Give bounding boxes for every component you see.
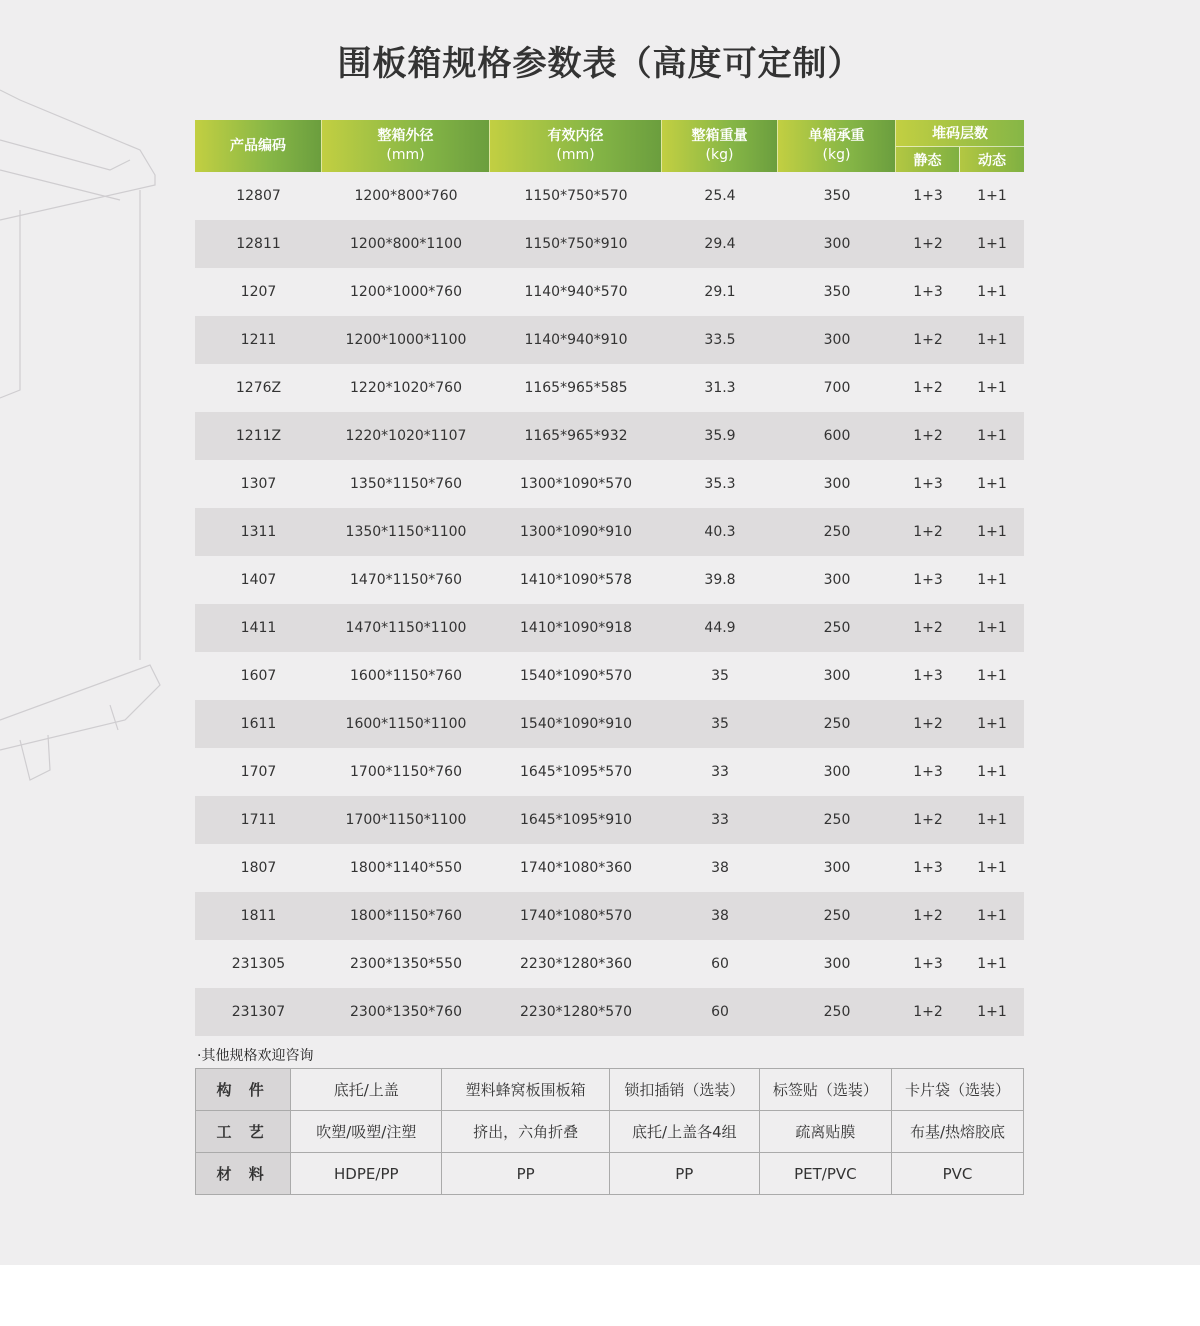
cell-inner: 1740*1080*360 bbox=[520, 860, 632, 876]
crate-sketch-illustration bbox=[0, 80, 170, 800]
cell-dynamic: 1+1 bbox=[977, 956, 1007, 972]
components-cell: 锁扣插销（选装） bbox=[609, 1069, 759, 1111]
cell-dynamic: 1+1 bbox=[977, 764, 1007, 780]
cell-weight: 35.3 bbox=[704, 476, 736, 492]
header-outer: 整箱外径 (mm) bbox=[322, 120, 490, 172]
table-row bbox=[195, 364, 1024, 412]
cell-weight: 31.3 bbox=[704, 380, 736, 396]
cell-code: 1711 bbox=[240, 812, 277, 828]
cell-static: 1+2 bbox=[913, 1004, 943, 1020]
cell-dynamic: 1+1 bbox=[977, 620, 1007, 636]
table-row bbox=[195, 556, 1024, 604]
cell-outer: 1600*1150*1100 bbox=[345, 716, 467, 732]
header-weight-unit: (kg) bbox=[705, 147, 734, 163]
cell-outer: 1600*1150*760 bbox=[350, 668, 462, 684]
cell-static: 1+3 bbox=[913, 860, 943, 876]
cell-inner: 1165*965*932 bbox=[524, 428, 628, 444]
table-row bbox=[195, 460, 1024, 508]
cell-load: 300 bbox=[823, 332, 851, 348]
header-weight: 整箱重量 (kg) bbox=[662, 120, 778, 172]
note-other-specs: ·其他规格欢迎咨询 bbox=[197, 1048, 314, 1064]
components-cell: 卡片袋（选装） bbox=[891, 1069, 1023, 1111]
components-cell: PP bbox=[609, 1153, 759, 1195]
components-row bbox=[196, 1069, 1024, 1111]
cell-static: 1+3 bbox=[913, 572, 943, 588]
cell-load: 250 bbox=[823, 812, 851, 828]
cell-load: 250 bbox=[823, 620, 851, 636]
cell-dynamic: 1+1 bbox=[977, 572, 1007, 588]
cell-weight: 29.1 bbox=[704, 284, 736, 300]
cell-dynamic: 1+1 bbox=[977, 860, 1007, 876]
cell-code: 1207 bbox=[240, 284, 277, 300]
cell-static: 1+3 bbox=[913, 476, 943, 492]
cell-code: 1407 bbox=[240, 572, 277, 588]
cell-dynamic: 1+1 bbox=[977, 188, 1007, 204]
components-table bbox=[195, 1068, 1024, 1195]
components-row bbox=[196, 1111, 1024, 1153]
components-cell: 底托/上盖各4组 bbox=[609, 1111, 759, 1153]
cell-weight: 38 bbox=[711, 908, 729, 924]
header-code: 产品编码 bbox=[195, 120, 322, 172]
cell-weight: 35 bbox=[711, 716, 729, 732]
cell-load: 600 bbox=[823, 428, 851, 444]
cell-load: 700 bbox=[823, 380, 851, 396]
cell-outer: 1200*1000*1100 bbox=[345, 332, 467, 348]
cell-load: 300 bbox=[823, 476, 851, 492]
table-row bbox=[195, 508, 1024, 556]
cell-weight: 33 bbox=[711, 764, 729, 780]
cell-static: 1+3 bbox=[913, 956, 943, 972]
cell-dynamic: 1+1 bbox=[977, 428, 1007, 444]
cell-outer: 1700*1150*1100 bbox=[345, 812, 467, 828]
cell-static: 1+3 bbox=[913, 284, 943, 300]
components-cell: 塑料蜂窝板围板箱 bbox=[442, 1069, 610, 1111]
cell-static: 1+2 bbox=[913, 716, 943, 732]
cell-code: 1307 bbox=[240, 476, 277, 492]
cell-static: 1+2 bbox=[913, 908, 943, 924]
cell-inner: 1645*1095*570 bbox=[520, 764, 632, 780]
page-title: 围板箱规格参数表（高度可定制） bbox=[337, 44, 863, 84]
cell-code: 1276Z bbox=[235, 380, 282, 396]
cell-load: 250 bbox=[823, 1004, 851, 1020]
header-stack: 堆码层数 bbox=[896, 120, 1024, 147]
cell-dynamic: 1+1 bbox=[977, 380, 1007, 396]
cell-inner: 1645*1095*910 bbox=[520, 812, 632, 828]
cell-dynamic: 1+1 bbox=[977, 236, 1007, 252]
table-row bbox=[195, 844, 1024, 892]
table-row bbox=[195, 172, 1024, 220]
cell-code: 1211Z bbox=[235, 428, 282, 444]
cell-weight: 35.9 bbox=[704, 428, 736, 444]
cell-static: 1+3 bbox=[913, 188, 943, 204]
cell-load: 300 bbox=[823, 668, 851, 684]
cell-outer: 1800*1140*550 bbox=[350, 860, 462, 876]
components-row-label: 工 艺 bbox=[196, 1111, 291, 1153]
table-row bbox=[195, 412, 1024, 460]
cell-inner: 1150*750*570 bbox=[524, 188, 628, 204]
cell-load: 300 bbox=[823, 956, 851, 972]
cell-load: 300 bbox=[823, 236, 851, 252]
table-row bbox=[195, 652, 1024, 700]
cell-dynamic: 1+1 bbox=[977, 812, 1007, 828]
table-row bbox=[195, 220, 1024, 268]
cell-inner: 1150*750*910 bbox=[524, 236, 628, 252]
cell-code: 12807 bbox=[236, 188, 281, 204]
components-row-label: 构 件 bbox=[196, 1069, 291, 1111]
cell-load: 250 bbox=[823, 524, 851, 540]
cell-static: 1+3 bbox=[913, 764, 943, 780]
cell-weight: 33 bbox=[711, 812, 729, 828]
cell-static: 1+2 bbox=[913, 620, 943, 636]
cell-load: 300 bbox=[823, 572, 851, 588]
components-cell: 吹塑/吸塑/注塑 bbox=[291, 1111, 442, 1153]
components-row bbox=[196, 1153, 1024, 1195]
components-cell: HDPE/PP bbox=[291, 1153, 442, 1195]
cell-outer: 1470*1150*760 bbox=[350, 572, 462, 588]
cell-weight: 35 bbox=[711, 668, 729, 684]
cell-dynamic: 1+1 bbox=[977, 524, 1007, 540]
table-row bbox=[195, 892, 1024, 940]
table-row bbox=[195, 748, 1024, 796]
cell-weight: 33.5 bbox=[704, 332, 736, 348]
cell-outer: 1350*1150*1100 bbox=[345, 524, 467, 540]
cell-outer: 1700*1150*760 bbox=[350, 764, 462, 780]
cell-static: 1+2 bbox=[913, 332, 943, 348]
components-cell: 挤出，六角折叠 bbox=[442, 1111, 610, 1153]
cell-static: 1+2 bbox=[913, 428, 943, 444]
cell-inner: 1140*940*570 bbox=[524, 284, 628, 300]
components-cell: 底托/上盖 bbox=[291, 1069, 442, 1111]
cell-code: 1707 bbox=[240, 764, 277, 780]
cell-dynamic: 1+1 bbox=[977, 332, 1007, 348]
cell-outer: 2300*1350*550 bbox=[350, 956, 462, 972]
table-row bbox=[195, 796, 1024, 844]
components-cell: PP bbox=[442, 1153, 610, 1195]
cell-inner: 1410*1090*918 bbox=[520, 620, 632, 636]
cell-code: 1607 bbox=[240, 668, 277, 684]
cell-static: 1+2 bbox=[913, 236, 943, 252]
cell-load: 350 bbox=[823, 188, 851, 204]
cell-dynamic: 1+1 bbox=[977, 476, 1007, 492]
cell-load: 250 bbox=[823, 716, 851, 732]
cell-outer: 1470*1150*1100 bbox=[345, 620, 467, 636]
cell-inner: 1165*965*585 bbox=[524, 380, 628, 396]
cell-dynamic: 1+1 bbox=[977, 1004, 1007, 1020]
cell-code: 1311 bbox=[240, 524, 277, 540]
header-load: 单箱承重 (kg) bbox=[778, 120, 896, 172]
cell-static: 1+2 bbox=[913, 380, 943, 396]
cell-outer: 1200*800*760 bbox=[354, 188, 458, 204]
cell-code: 1811 bbox=[240, 908, 277, 924]
header-inner: 有效内径 (mm) bbox=[490, 120, 662, 172]
table-row bbox=[195, 316, 1024, 364]
spec-table-body bbox=[195, 172, 1024, 1036]
cell-inner: 1140*940*910 bbox=[524, 332, 628, 348]
cell-dynamic: 1+1 bbox=[977, 284, 1007, 300]
cell-outer: 1200*1000*760 bbox=[350, 284, 462, 300]
cell-static: 1+3 bbox=[913, 668, 943, 684]
header-outer-unit: (mm) bbox=[386, 147, 425, 163]
cell-inner: 1540*1090*570 bbox=[520, 668, 632, 684]
cell-code: 1211 bbox=[240, 332, 277, 348]
cell-inner: 1300*1090*570 bbox=[520, 476, 632, 492]
cell-weight: 60 bbox=[711, 1004, 729, 1020]
cell-static: 1+2 bbox=[913, 524, 943, 540]
cell-outer: 1200*800*1100 bbox=[350, 236, 462, 252]
cell-inner: 1300*1090*910 bbox=[520, 524, 632, 540]
spec-table bbox=[195, 120, 1024, 1036]
table-row bbox=[195, 700, 1024, 748]
components-cell: 疏离贴膜 bbox=[759, 1111, 891, 1153]
components-row-label: 材 料 bbox=[196, 1153, 291, 1195]
components-cell: 布基/热熔胶底 bbox=[891, 1111, 1023, 1153]
header-stack-dynamic: 动态 bbox=[960, 147, 1024, 172]
cell-load: 250 bbox=[823, 908, 851, 924]
header-stack-static: 静态 bbox=[896, 147, 960, 172]
cell-outer: 1800*1150*760 bbox=[350, 908, 462, 924]
header-load-unit: (kg) bbox=[822, 147, 851, 163]
components-cell: PVC bbox=[891, 1153, 1023, 1195]
cell-weight: 25.4 bbox=[704, 188, 736, 204]
components-cell: 标签贴（选装） bbox=[759, 1069, 891, 1111]
table-row bbox=[195, 988, 1024, 1036]
cell-weight: 40.3 bbox=[704, 524, 736, 540]
cell-inner: 1540*1090*910 bbox=[520, 716, 632, 732]
table-row bbox=[195, 940, 1024, 988]
cell-code: 1411 bbox=[240, 620, 277, 636]
cell-load: 350 bbox=[823, 284, 851, 300]
table-row bbox=[195, 268, 1024, 316]
header-inner-unit: (mm) bbox=[556, 147, 595, 163]
cell-inner: 1410*1090*578 bbox=[520, 572, 632, 588]
cell-load: 300 bbox=[823, 860, 851, 876]
table-row bbox=[195, 604, 1024, 652]
cell-dynamic: 1+1 bbox=[977, 668, 1007, 684]
cell-load: 300 bbox=[823, 764, 851, 780]
spec-table-header bbox=[195, 120, 1024, 172]
cell-outer: 2300*1350*760 bbox=[350, 1004, 462, 1020]
cell-dynamic: 1+1 bbox=[977, 908, 1007, 924]
cell-weight: 44.9 bbox=[704, 620, 736, 636]
cell-outer: 1350*1150*760 bbox=[350, 476, 462, 492]
cell-code: 231307 bbox=[231, 1004, 286, 1020]
cell-code: 12811 bbox=[236, 236, 281, 252]
cell-inner: 1740*1080*570 bbox=[520, 908, 632, 924]
cell-static: 1+2 bbox=[913, 812, 943, 828]
cell-inner: 2230*1280*360 bbox=[520, 956, 632, 972]
cell-outer: 1220*1020*1107 bbox=[345, 428, 467, 444]
cell-dynamic: 1+1 bbox=[977, 716, 1007, 732]
cell-weight: 39.8 bbox=[704, 572, 736, 588]
cell-inner: 2230*1280*570 bbox=[520, 1004, 632, 1020]
cell-code: 1611 bbox=[240, 716, 277, 732]
cell-code: 1807 bbox=[240, 860, 277, 876]
cell-outer: 1220*1020*760 bbox=[350, 380, 462, 396]
cell-weight: 60 bbox=[711, 956, 729, 972]
cell-weight: 38 bbox=[711, 860, 729, 876]
cell-weight: 29.4 bbox=[704, 236, 736, 252]
cell-code: 231305 bbox=[231, 956, 286, 972]
components-cell: PET/PVC bbox=[759, 1153, 891, 1195]
